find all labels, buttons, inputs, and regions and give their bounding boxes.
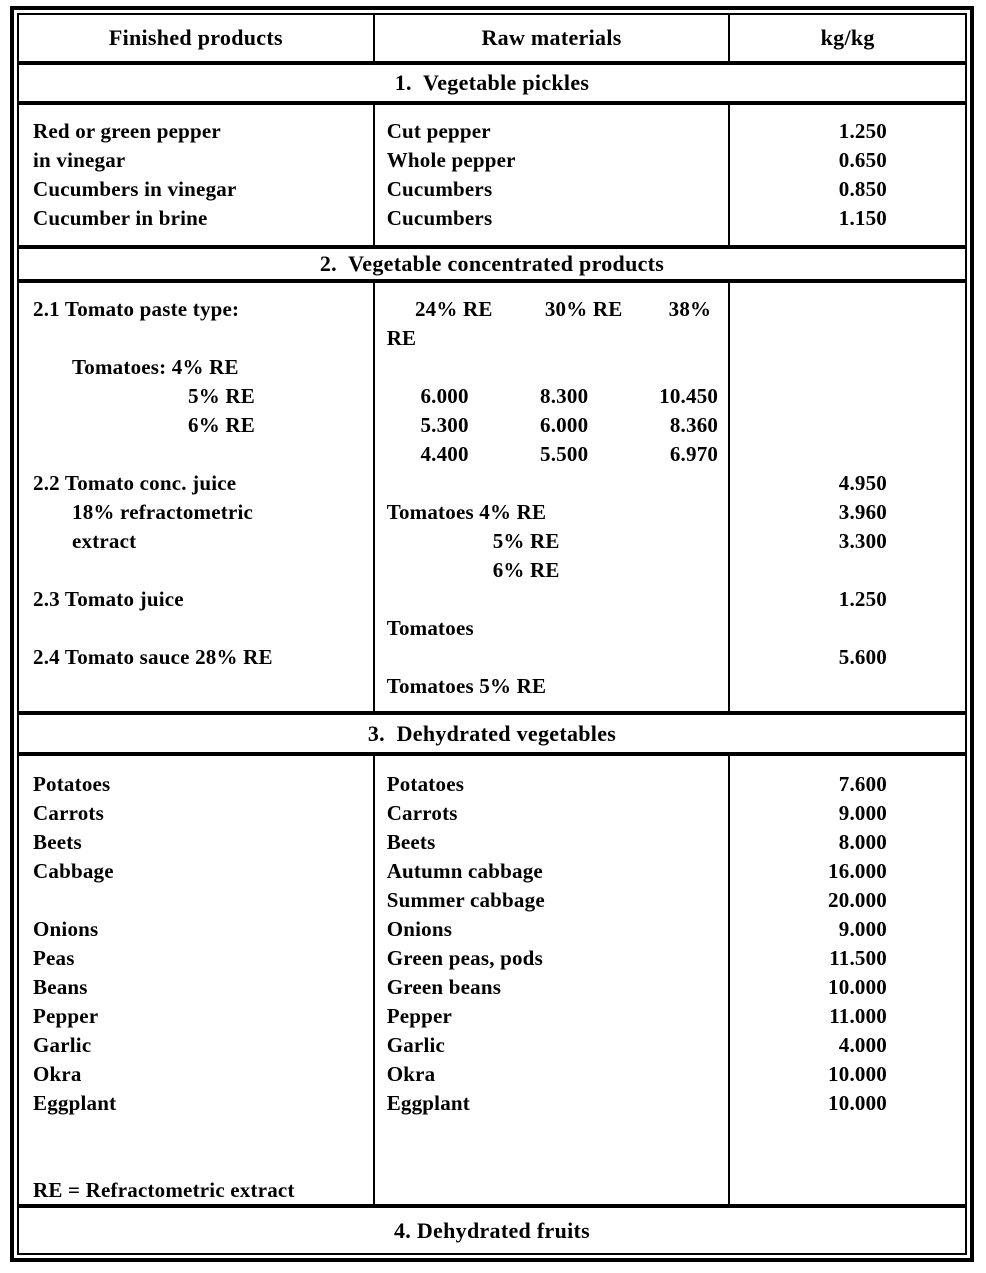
raw-item: Potatoes <box>386 772 465 796</box>
paste-ratio-row <box>375 411 729 440</box>
section-2-body <box>19 283 965 711</box>
table-header-row <box>19 15 965 61</box>
re-concentration-label: 24% RE <box>414 297 493 321</box>
section-4-title: 4. Dehydrated fruits <box>19 1204 965 1253</box>
raw-item: Tomatoes 5% RE <box>386 674 547 698</box>
raw-item: Garlic <box>386 1033 446 1057</box>
finished-item: Beans <box>33 975 88 999</box>
re-concentration-headers <box>375 295 729 324</box>
raw-item: 5% RE <box>492 529 560 553</box>
raw-item: Green beans <box>386 975 502 999</box>
ratio-value: 10.450 <box>659 384 719 408</box>
kg-value: 1.250 <box>838 587 887 611</box>
raw-item: Green peas, pods <box>386 946 543 970</box>
blank-line <box>19 672 373 701</box>
blank-line <box>19 886 373 915</box>
kg-value: 1.250 <box>838 119 887 143</box>
raw-item: Summer cabbage <box>386 888 545 912</box>
paste-ratio-row <box>375 440 729 469</box>
finished-products-column <box>19 105 375 245</box>
raw-item: Carrots <box>386 801 458 825</box>
col-header-finished-products: Finished products <box>19 15 375 61</box>
blank-line <box>730 295 965 324</box>
ratio-value: 8.300 <box>540 384 589 408</box>
raw-materials-column <box>375 283 731 711</box>
blank-line <box>730 324 965 353</box>
finished-item: 18% refractometric <box>72 500 254 524</box>
raw-item: Cucumbers <box>386 177 493 201</box>
kg-value: 8.000 <box>838 830 887 854</box>
raw-item: Tomatoes 4% RE <box>386 500 547 524</box>
raw-item: Tomatoes <box>386 616 474 640</box>
raw-item: Pepper <box>386 1004 453 1028</box>
finished-item: Cucumber in brine <box>33 206 208 230</box>
section-2-title: 2. Vegetable concentrated products <box>19 245 965 283</box>
section-1-title: 1. Vegetable pickles <box>19 61 965 105</box>
ratio-value: 8.360 <box>669 413 719 437</box>
ratio-table <box>17 13 967 1255</box>
blank-line <box>375 353 729 382</box>
kg-column <box>730 756 965 1204</box>
finished-item: 5% RE <box>188 384 255 408</box>
kg-column <box>730 105 965 245</box>
finished-item: Garlic <box>33 1033 92 1057</box>
kg-value: 11.500 <box>829 946 887 970</box>
kg-value: 4.000 <box>838 1033 887 1057</box>
kg-value: 16.000 <box>828 859 887 883</box>
blank-line <box>730 672 965 701</box>
blank-line <box>730 353 965 382</box>
blank-line <box>730 411 965 440</box>
re-concentration-wrap: RE <box>386 326 417 350</box>
blank-line <box>730 614 965 643</box>
col-header-raw-materials: Raw materials <box>375 15 731 61</box>
finished-item: 2.1 Tomato paste type: <box>33 297 240 321</box>
raw-item: Autumn cabbage <box>386 859 543 883</box>
finished-item: 2.3 Tomato juice <box>33 587 184 611</box>
kg-value: 9.000 <box>838 801 887 825</box>
finished-item: Carrots <box>33 801 104 825</box>
finished-item: Cabbage <box>33 859 114 883</box>
kg-value: 10.000 <box>828 1091 887 1115</box>
finished-item: extract <box>72 529 137 553</box>
ratio-value: 5.500 <box>540 442 589 466</box>
kg-value: 9.000 <box>838 917 887 941</box>
finished-item: Cucumbers in vinegar <box>33 177 237 201</box>
finished-item: Peas <box>33 946 75 970</box>
blank-line <box>19 1147 373 1176</box>
raw-materials-column <box>375 105 731 245</box>
finished-item: Onions <box>33 917 99 941</box>
kg-value: 5.600 <box>838 645 887 669</box>
section-1-body <box>19 105 965 245</box>
kg-value: 10.000 <box>828 975 887 999</box>
finished-products-column <box>19 756 375 1204</box>
finished-item: 2.2 Tomato conc. juice <box>33 471 237 495</box>
re-footnote: RE = Refractometric extract <box>33 1178 295 1202</box>
section-3-body <box>19 756 965 1204</box>
paste-ratio-row <box>375 382 729 411</box>
kg-value: 11.000 <box>829 1004 887 1028</box>
raw-item: Cut pepper <box>386 119 491 143</box>
ratio-value: 6.000 <box>540 413 589 437</box>
finished-item: in vinegar <box>33 148 126 172</box>
ratio-value: 6.970 <box>669 442 719 466</box>
raw-item: Cucumbers <box>386 206 493 230</box>
raw-item: Okra <box>386 1062 436 1086</box>
kg-value: 1.150 <box>838 206 887 230</box>
ratio-value: 5.300 <box>420 413 469 437</box>
blank-line <box>375 585 729 614</box>
kg-value: 3.960 <box>838 500 887 524</box>
kg-value: 0.850 <box>838 177 887 201</box>
finished-item: Red or green pepper <box>33 119 221 143</box>
blank-line <box>730 382 965 411</box>
blank-line <box>375 643 729 672</box>
finished-item: 2.4 Tomato sauce 28% RE <box>33 645 273 669</box>
col-header-kg-per-kg: kg/kg <box>820 25 875 50</box>
table-outer-border <box>10 6 974 1262</box>
finished-item: 6% RE <box>188 413 255 437</box>
finished-products-column <box>19 283 375 711</box>
kg-value: 0.650 <box>838 148 887 172</box>
raw-item: Beets <box>386 830 436 854</box>
blank-line <box>730 556 965 585</box>
finished-item: Eggplant <box>33 1091 117 1115</box>
blank-line <box>19 614 373 643</box>
kg-column <box>730 283 965 711</box>
re-concentration-label: 38% <box>668 297 712 321</box>
ratio-value: 4.400 <box>420 442 469 466</box>
raw-materials-column <box>375 756 731 1204</box>
finished-item: Pepper <box>33 1004 99 1028</box>
finished-item: Potatoes <box>33 772 111 796</box>
blank-line <box>19 324 373 353</box>
kg-value: 3.300 <box>838 529 887 553</box>
finished-item: Beets <box>33 830 82 854</box>
ratio-value: 6.000 <box>420 384 469 408</box>
re-concentration-label: 30% RE <box>544 297 623 321</box>
kg-value: 10.000 <box>828 1062 887 1086</box>
kg-value: 7.600 <box>838 772 887 796</box>
kg-value: 4.950 <box>838 471 887 495</box>
finished-item: Tomatoes: 4% RE <box>72 355 239 379</box>
raw-item: Onions <box>386 917 453 941</box>
blank-line <box>730 440 965 469</box>
raw-item: 6% RE <box>492 558 560 582</box>
blank-line <box>19 440 373 469</box>
blank-line <box>19 556 373 585</box>
blank-line <box>375 469 729 498</box>
raw-item: Eggplant <box>386 1091 470 1115</box>
finished-item: Okra <box>33 1062 82 1086</box>
kg-value: 20.000 <box>828 888 887 912</box>
raw-item: Whole pepper <box>386 148 516 172</box>
section-3-title: 3. Dehydrated vegetables <box>19 711 965 756</box>
blank-line <box>19 1118 373 1147</box>
